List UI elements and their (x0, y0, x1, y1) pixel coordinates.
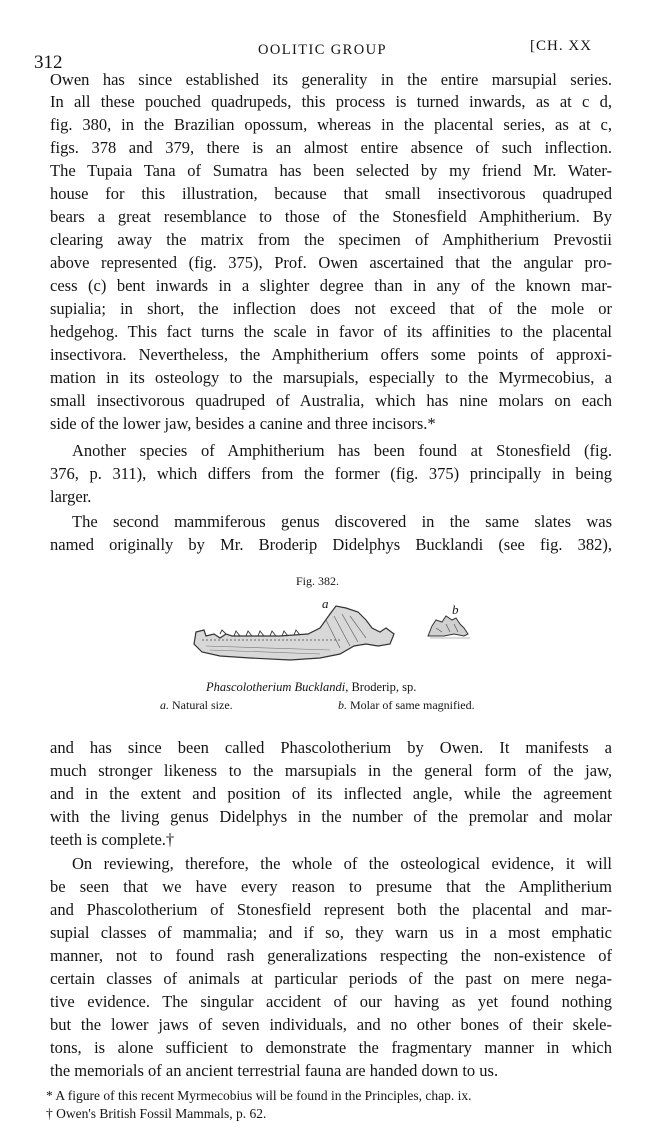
text-line: The second mammiferous genus discovered in the same slates was (72, 512, 612, 531)
text-line: but the lower jaws of seven individuals, and no other bones of their skele- (50, 1015, 612, 1034)
text-line: bears a great resemblance to those of the Stonesfield Amphitherium. By (50, 207, 612, 226)
text-line: tive evidence. The singular accident of our having as yet found nothing (50, 992, 612, 1011)
caption-a-text: Natural size. (172, 698, 233, 712)
text-line: certain classes of animals at particular periods of the past on mere nega- (50, 969, 612, 988)
text-line: 376, p. 311), which differs from the former (fig. 375) principally in being (50, 464, 612, 483)
caption-species: Phascolotherium Bucklandi, (206, 680, 349, 694)
text-line: figs. 378 and 379, there is an almost entire absence of such inflection. (50, 138, 612, 157)
text-line: hedgehog. This fact turns the scale in favor of its affinities to the placental (50, 322, 612, 341)
text-line: tons, is alone sufficient to demonstrate the fragmentary manner in which (50, 1038, 612, 1057)
footnote-1: * A figure of this recent Myrmecobius will be found in the Principles, chap. ix. (46, 1088, 472, 1103)
text-line: small insectivorous quadruped of Australia, which has nine molars on each (50, 391, 612, 410)
text-line: and Phascolotherium of Stonesfield represent both the placental and mar- (50, 900, 612, 919)
text-line: On reviewing, therefore, the whole of the osteological evidence, it will (72, 854, 612, 873)
text-line: The Tupaia Tana of Sumatra has been selected by my friend Mr. Water- (50, 161, 612, 180)
text-line: larger. (50, 487, 92, 506)
text-line: supial classes of mammalia; and if so, they warn us in a most emphatic (50, 923, 612, 942)
text-line: house for this illustration, because that small insectivorous quadruped (50, 184, 612, 203)
figure-letter-b: b (452, 602, 459, 617)
caption-part-b (338, 698, 475, 713)
footnote-2: † Owen's British Fossil Mammals, p. 62. (46, 1106, 267, 1121)
caption-b-letter: b. (338, 698, 347, 712)
figure-label: Fig. 382. (296, 574, 340, 588)
jaw-illustration (190, 600, 400, 672)
text-line: clearing away the matrix from the specimen of Amphitherium Prevostii (50, 230, 612, 249)
caption-b-text: Molar of same magnified. (350, 698, 475, 712)
text-line: named originally by Mr. Broderip Didelphys Bucklandi (see fig. 382), (50, 535, 612, 554)
text-line: supialia; in short, the inflection does not exceed that of the mole or (50, 299, 612, 318)
caption-a-letter: a. (160, 698, 169, 712)
text-line: teeth is complete.† (50, 830, 175, 849)
text-line: cess (c) bent inwards in a slighter degree than in any of the known mar- (50, 276, 612, 295)
page-header (0, 38, 656, 73)
text-line: with the living genus Didelphys in the number of the premolar and molar (50, 807, 612, 826)
running-head: OOLITIC GROUP (258, 42, 387, 58)
molar-illustration (424, 610, 474, 642)
text-line: and in the extent and position of its inflected angle, while the agreement (50, 784, 612, 803)
text-line: In all these pouched quadrupeds, this process is turned inwards, as at c d, (50, 92, 612, 111)
text-line: side of the lower jaw, besides a canine and three incisors.* (50, 414, 436, 433)
figure-letter-a: a (322, 596, 329, 611)
text-line: Another species of Amphitherium has been found at Stonesfield (fig. (72, 441, 612, 460)
text-line: insectivora. Nevertheless, the Amphitherium offers some points of approxi- (50, 345, 612, 364)
text-line: mation in its osteology to the marsupials, especially to the Myrmecobius, a (50, 368, 612, 387)
text-line: be seen that we have every reason to presume that the Amplitherium (50, 877, 612, 896)
text-line: the memorials of an ancient terrestrial fauna are handed down to us. (50, 1061, 499, 1080)
text-line: and has since been called Phascolotherium by Owen. It manifests a (50, 738, 612, 757)
text-line: fig. 380, in the Brazilian opossum, whereas in the placental series, as at c, (50, 115, 612, 134)
text-line: much stronger likeness to the marsupials in the general form of the jaw, (50, 761, 612, 780)
chapter-reference: [CH. XX (530, 38, 592, 54)
caption-part-a (160, 698, 233, 713)
text-line: manner, not to found rash generalizations respecting the non-existence of (50, 946, 612, 965)
text-line: above represented (fig. 375), Prof. Owen ascertained that the angular pro- (50, 253, 612, 272)
page-number: 312 (34, 52, 63, 73)
caption-author: Broderip, sp. (351, 680, 417, 694)
figure-caption (206, 680, 416, 695)
text-line: Owen has since established its generality in the entire marsupial series. (50, 70, 612, 89)
